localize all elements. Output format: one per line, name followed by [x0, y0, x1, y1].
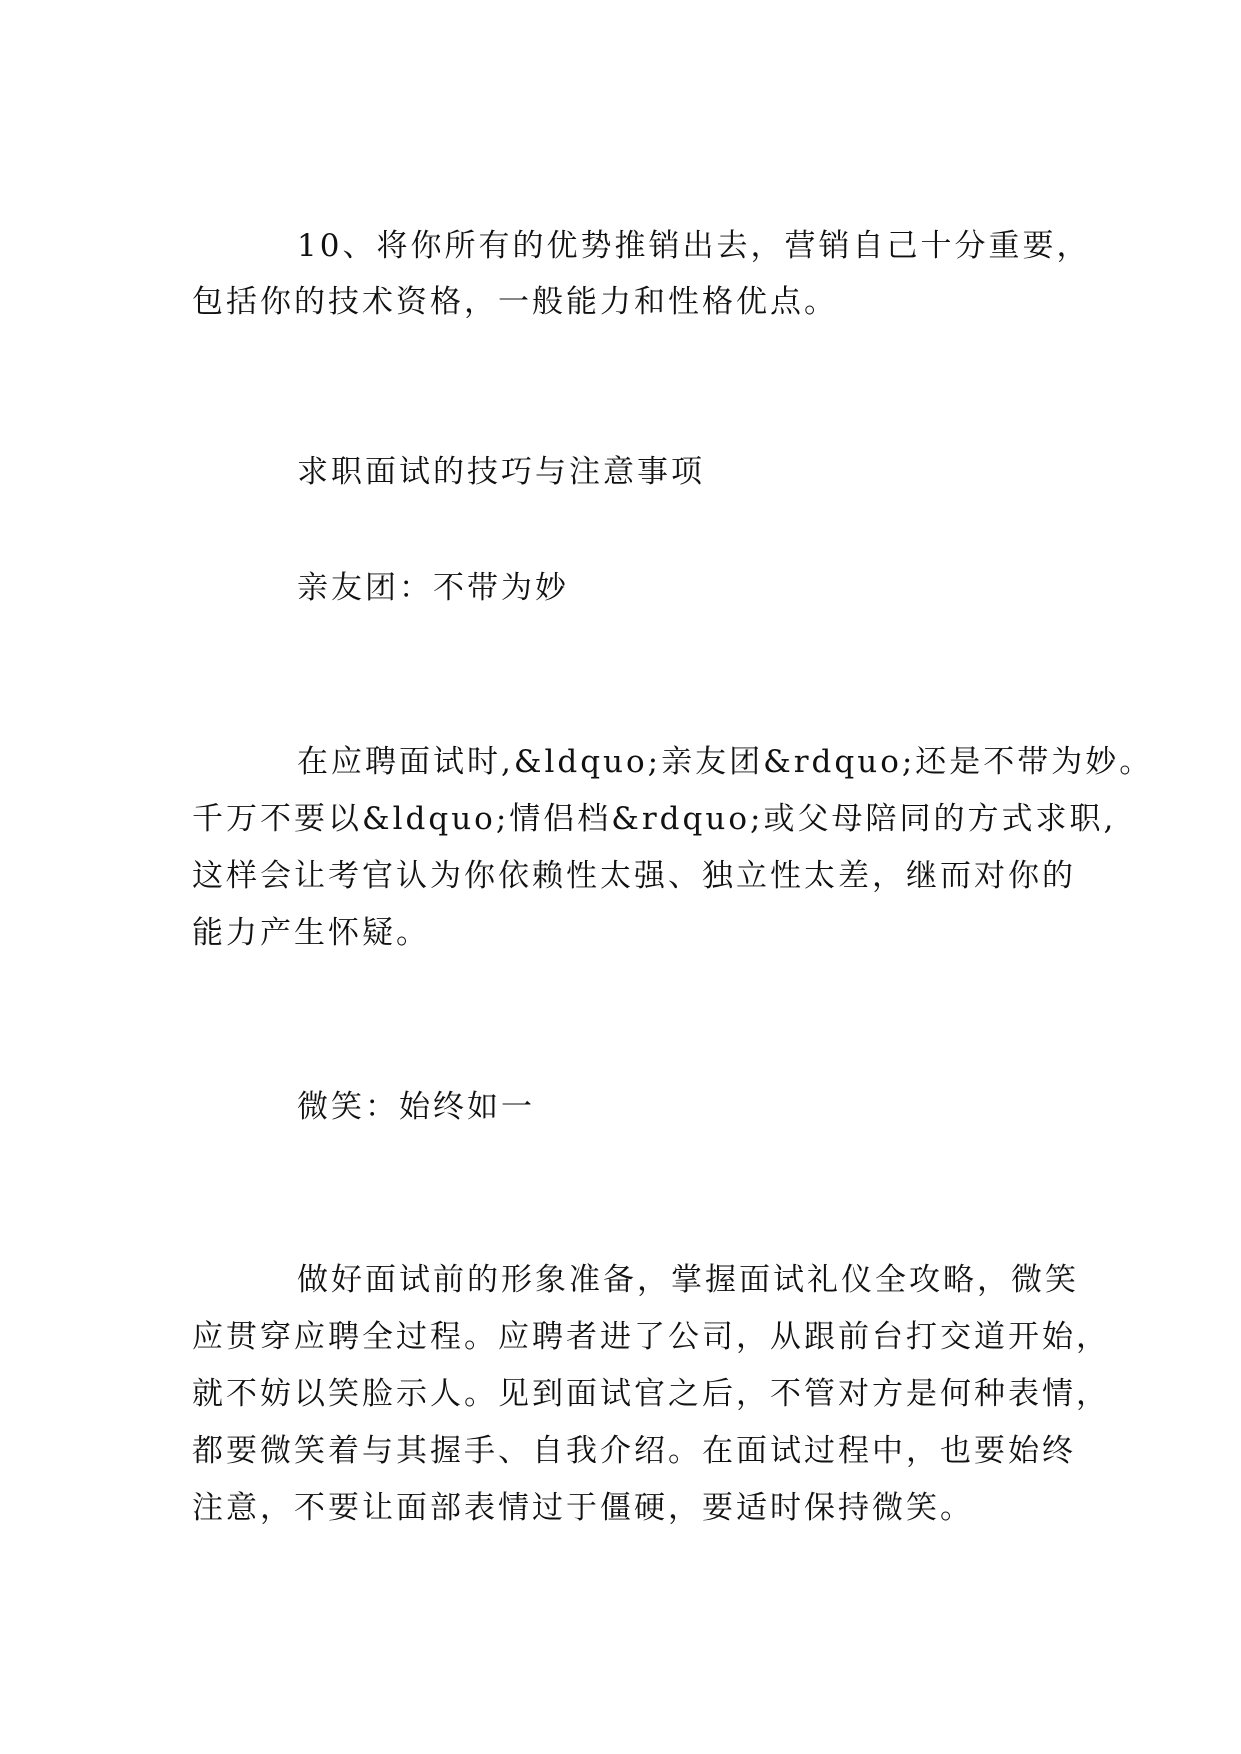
- paragraph-smile-line-3: 就不妨以笑脸示人。见到面试官之后，不管对方是何种表情，: [192, 1376, 1110, 1412]
- paragraph-10-line-2: 包括你的技术资格，一般能力和性格优点。: [192, 284, 838, 320]
- paragraph-family-line-2: 千万不要以&ldquo;情侣档&rdquo;或父母陪同的方式求职,: [192, 801, 1117, 837]
- paragraph-family-line-1: 在应聘面试时,&ldquo;亲友团&rdquo;还是不带为妙。: [297, 744, 1154, 780]
- paragraph-smile-line-5: 注意，不要让面部表情过于僵硬，要适时保持微笑。: [192, 1490, 974, 1526]
- subheading-smile: 微笑：始终如一: [297, 1089, 535, 1125]
- paragraph-smile-line-1: 做好面试前的形象准备，掌握面试礼仪全攻略，微笑: [297, 1262, 1079, 1298]
- paragraph-smile-line-4: 都要微笑着与其握手、自我介绍。在面试过程中，也要始终: [192, 1433, 1076, 1469]
- paragraph-family-line-3: 这样会让考官认为你依赖性太强、独立性太差，继而对你的: [192, 858, 1076, 894]
- paragraph-smile-line-2: 应贯穿应聘全过程。应聘者进了公司，从跟前台打交道开始，: [192, 1319, 1110, 1355]
- subheading-family: 亲友团：不带为妙: [297, 570, 569, 606]
- heading-tips: 求职面试的技巧与注意事项: [297, 454, 705, 490]
- paragraph-family-line-4: 能力产生怀疑。: [192, 915, 430, 951]
- paragraph-10-line-1: 10、将你所有的优势推销出去，营销自己十分重要，: [297, 228, 1091, 264]
